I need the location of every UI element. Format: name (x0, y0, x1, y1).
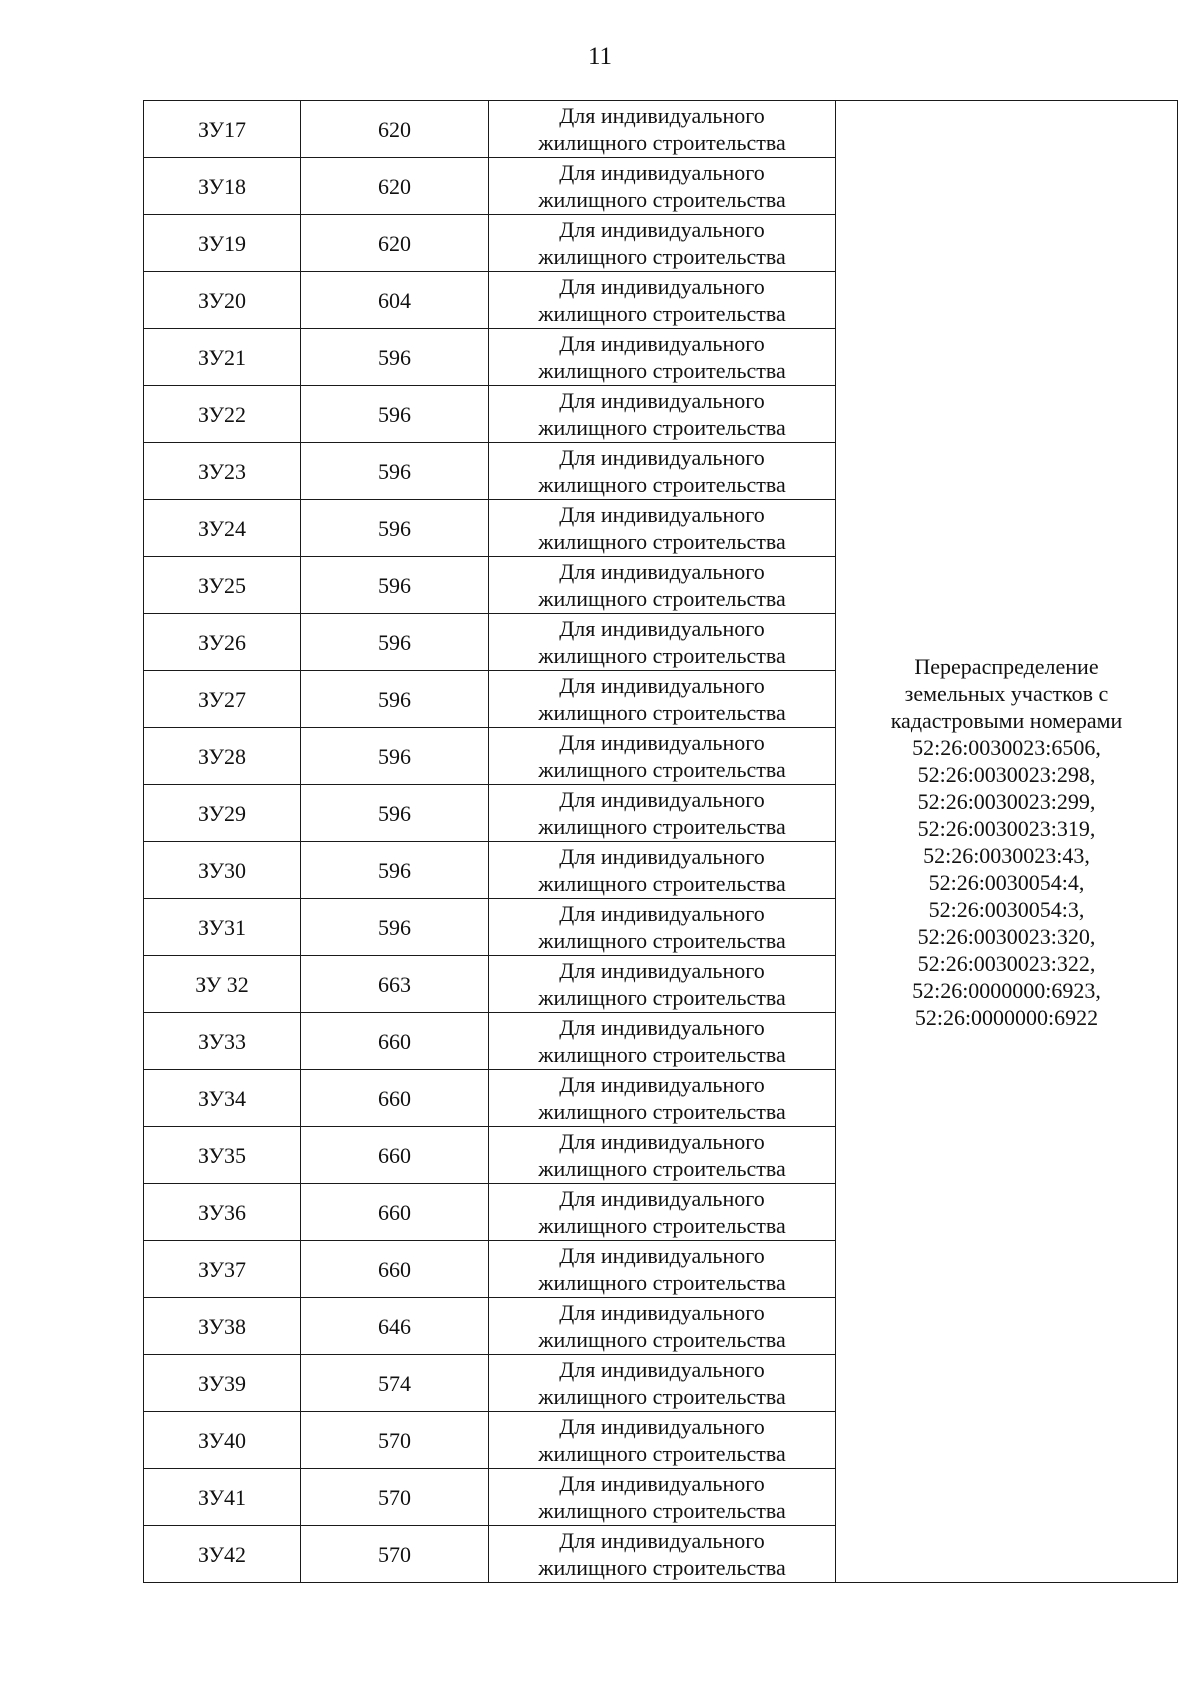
plot-use-cell (489, 1241, 836, 1298)
plot-use-cell (489, 899, 836, 956)
redistribution-note-line: 52:26:0030023:319, (917, 815, 1096, 841)
plot-id-cell: ЗУ40 (144, 1412, 301, 1469)
redistribution-note-line: Перераспределение (914, 653, 1099, 679)
table-row (144, 101, 1178, 158)
plot-area-cell: 596 (301, 842, 489, 899)
plot-area-cell: 596 (301, 614, 489, 671)
plot-use-cell (489, 614, 836, 671)
plot-area-cell: 596 (301, 557, 489, 614)
plot-use-cell (489, 386, 836, 443)
plot-use-line: жилищного строительства (538, 1213, 786, 1238)
plot-use-line: Для индивидуального (559, 901, 765, 926)
plot-use-line: Для индивидуального (559, 1072, 765, 1097)
plot-use-cell (489, 1355, 836, 1412)
redistribution-note-line: 52:26:0030023:298, (917, 761, 1096, 787)
plot-id-cell: ЗУ38 (144, 1298, 301, 1355)
plot-id-cell: ЗУ30 (144, 842, 301, 899)
plot-use-line: жилищного строительства (538, 472, 786, 497)
redistribution-note-line: 52:26:0030054:4, (928, 869, 1085, 895)
plot-id-cell: ЗУ23 (144, 443, 301, 500)
plot-use-line: жилищного строительства (538, 814, 786, 839)
plot-area-cell: 660 (301, 1127, 489, 1184)
plot-area-cell: 663 (301, 956, 489, 1013)
plot-area-cell: 596 (301, 728, 489, 785)
redistribution-note-line: 52:26:0000000:6922 (914, 1004, 1099, 1030)
plot-id-cell: ЗУ26 (144, 614, 301, 671)
plot-id-cell: ЗУ39 (144, 1355, 301, 1412)
plot-use-line: Для индивидуального (559, 1357, 765, 1382)
redistribution-note-cell (836, 101, 1178, 1583)
plot-id-cell: ЗУ42 (144, 1526, 301, 1583)
plot-use-cell (489, 1070, 836, 1127)
plot-area-cell: 660 (301, 1184, 489, 1241)
plot-use-line: жилищного строительства (538, 1555, 786, 1580)
plot-use-line: Для индивидуального (559, 502, 765, 527)
plot-area-cell: 620 (301, 215, 489, 272)
plot-use-line: Для индивидуального (559, 217, 765, 242)
plot-use-line: жилищного строительства (538, 415, 786, 440)
plot-use-line: Для индивидуального (559, 1528, 765, 1553)
redistribution-note-line: земельных участков с (904, 680, 1109, 706)
plot-area-cell: 596 (301, 899, 489, 956)
page-number: 11 (587, 43, 613, 70)
plot-use-cell (489, 215, 836, 272)
plot-use-line: жилищного строительства (538, 1498, 786, 1523)
plot-use-cell (489, 956, 836, 1013)
plot-use-line: Для индивидуального (559, 445, 765, 470)
redistribution-note-line: 52:26:0000000:6923, (912, 977, 1101, 1003)
plot-use-cell (489, 557, 836, 614)
plot-id-cell: ЗУ28 (144, 728, 301, 785)
land-plots-table (143, 100, 1178, 1583)
plot-use-line: Для индивидуального (559, 1129, 765, 1154)
plot-use-line: Для индивидуального (559, 160, 765, 185)
plot-use-cell (489, 272, 836, 329)
plot-use-cell (489, 842, 836, 899)
plot-use-line: жилищного строительства (538, 130, 786, 155)
plot-use-line: жилищного строительства (538, 1099, 786, 1124)
plot-use-line: жилищного строительства (538, 1327, 786, 1352)
plot-id-cell: ЗУ36 (144, 1184, 301, 1241)
plot-area-cell: 660 (301, 1241, 489, 1298)
plot-use-cell (489, 785, 836, 842)
plot-use-line: жилищного строительства (538, 244, 786, 269)
plot-use-line: жилищного строительства (538, 1156, 786, 1181)
redistribution-note-line: 52:26:0030023:43, (923, 842, 1090, 868)
plot-use-line: жилищного строительства (538, 643, 786, 668)
plot-use-line: Для индивидуального (559, 787, 765, 812)
plot-id-cell: ЗУ20 (144, 272, 301, 329)
plot-id-cell: ЗУ17 (144, 101, 301, 158)
plot-use-line: жилищного строительства (538, 1042, 786, 1067)
redistribution-note-line: 52:26:0030054:3, (928, 896, 1085, 922)
plot-use-line: жилищного строительства (538, 586, 786, 611)
plot-use-line: Для индивидуального (559, 1471, 765, 1496)
plot-area-cell: 570 (301, 1526, 489, 1583)
plot-id-cell: ЗУ21 (144, 329, 301, 386)
plot-use-cell (489, 158, 836, 215)
plot-area-cell: 620 (301, 101, 489, 158)
plot-area-cell: 660 (301, 1013, 489, 1070)
redistribution-note-line: 52:26:0030023:6506, (912, 734, 1101, 760)
plot-use-cell (489, 1469, 836, 1526)
plot-area-cell: 596 (301, 386, 489, 443)
plot-id-cell: ЗУ35 (144, 1127, 301, 1184)
plot-use-line: Для индивидуального (559, 1243, 765, 1268)
plot-use-cell (489, 1412, 836, 1469)
plot-area-cell: 604 (301, 272, 489, 329)
plot-area-cell: 646 (301, 1298, 489, 1355)
plot-id-cell: ЗУ34 (144, 1070, 301, 1127)
plot-use-line: жилищного строительства (538, 1441, 786, 1466)
plot-area-cell: 596 (301, 500, 489, 557)
plot-use-line: Для индивидуального (559, 844, 765, 869)
plot-id-cell: ЗУ33 (144, 1013, 301, 1070)
plot-use-line: Для индивидуального (559, 673, 765, 698)
plot-use-line: Для индивидуального (559, 958, 765, 983)
plot-id-cell: ЗУ19 (144, 215, 301, 272)
redistribution-note-line: 52:26:0030023:320, (917, 923, 1096, 949)
plot-use-line: жилищного строительства (538, 1270, 786, 1295)
plot-use-line: жилищного строительства (538, 187, 786, 212)
land-plots-table-body (144, 101, 1178, 1583)
plot-id-cell: ЗУ25 (144, 557, 301, 614)
plot-id-cell: ЗУ18 (144, 158, 301, 215)
plot-use-line: Для индивидуального (559, 388, 765, 413)
plot-use-line: жилищного строительства (538, 529, 786, 554)
plot-use-line: жилищного строительства (538, 757, 786, 782)
plot-use-cell (489, 1184, 836, 1241)
plot-use-line: Для индивидуального (559, 1300, 765, 1325)
plot-use-cell (489, 500, 836, 557)
plot-area-cell: 596 (301, 671, 489, 728)
plot-use-line: жилищного строительства (538, 1384, 786, 1409)
plot-use-cell (489, 1013, 836, 1070)
plot-area-cell: 596 (301, 785, 489, 842)
plot-use-cell (489, 728, 836, 785)
plot-id-cell: ЗУ 32 (144, 956, 301, 1013)
plot-id-cell: ЗУ37 (144, 1241, 301, 1298)
plot-area-cell: 596 (301, 329, 489, 386)
plot-area-cell: 660 (301, 1070, 489, 1127)
redistribution-note-line: кадастровыми номерами (890, 707, 1123, 733)
plot-use-cell (489, 671, 836, 728)
plot-id-cell: ЗУ31 (144, 899, 301, 956)
plot-id-cell: ЗУ29 (144, 785, 301, 842)
plot-use-cell (489, 1298, 836, 1355)
plot-area-cell: 570 (301, 1469, 489, 1526)
plot-area-cell: 570 (301, 1412, 489, 1469)
plot-use-line: жилищного строительства (538, 928, 786, 953)
plot-use-cell (489, 443, 836, 500)
plot-use-line: жилищного строительства (538, 700, 786, 725)
redistribution-note-line: 52:26:0030023:299, (917, 788, 1096, 814)
plot-use-line: Для индивидуального (559, 103, 765, 128)
plot-id-cell: ЗУ41 (144, 1469, 301, 1526)
plot-area-cell: 574 (301, 1355, 489, 1412)
plot-use-line: жилищного строительства (538, 301, 786, 326)
plot-use-line: Для индивидуального (559, 559, 765, 584)
plot-area-cell: 596 (301, 443, 489, 500)
plot-use-line: Для индивидуального (559, 730, 765, 755)
plot-use-cell (489, 329, 836, 386)
plot-use-line: жилищного строительства (538, 871, 786, 896)
plot-id-cell: ЗУ24 (144, 500, 301, 557)
plot-use-cell (489, 1127, 836, 1184)
plot-area-cell: 620 (301, 158, 489, 215)
redistribution-note-line: 52:26:0030023:322, (917, 950, 1096, 976)
plot-use-line: Для индивидуального (559, 1186, 765, 1211)
plot-use-line: Для индивидуального (559, 331, 765, 356)
plot-use-line: Для индивидуального (559, 274, 765, 299)
plot-use-line: Для индивидуального (559, 1414, 765, 1439)
plot-use-line: Для индивидуального (559, 616, 765, 641)
plot-use-line: Для индивидуального (559, 1015, 765, 1040)
plot-use-cell (489, 1526, 836, 1583)
plot-use-cell (489, 101, 836, 158)
plot-id-cell: ЗУ27 (144, 671, 301, 728)
plot-id-cell: ЗУ22 (144, 386, 301, 443)
plot-use-line: жилищного строительства (538, 358, 786, 383)
plot-use-line: жилищного строительства (538, 985, 786, 1010)
